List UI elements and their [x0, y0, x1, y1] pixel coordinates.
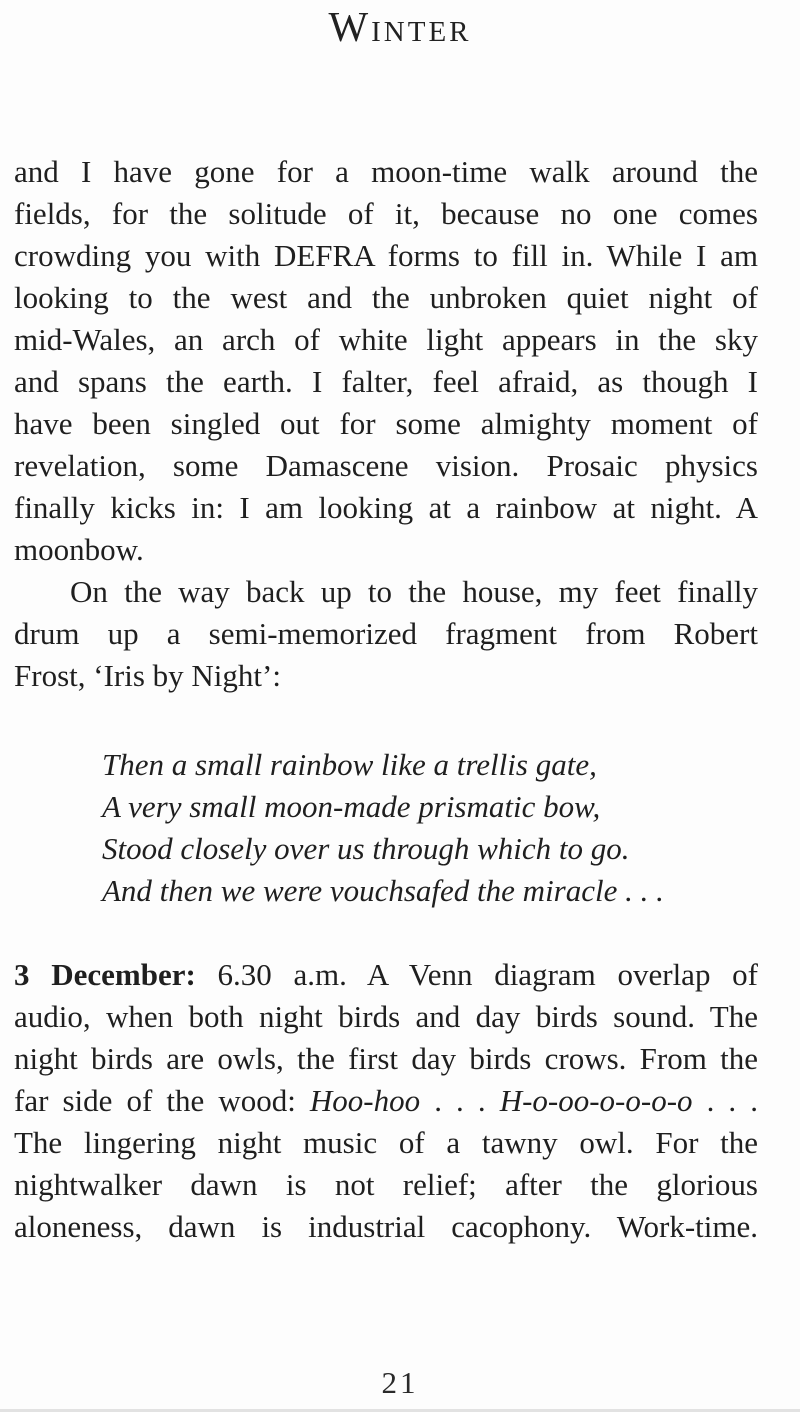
prose-paragraph: [14, 954, 758, 1248]
text-segment: moonbow.: [14, 532, 144, 567]
running-head-initial: W: [328, 5, 372, 51]
text-line: [14, 1080, 758, 1122]
text-line: [14, 613, 758, 655]
text-segment: Stood closely over us through which to go.: [102, 831, 630, 866]
text-segment: night birds are owls, the first day birds crows. From the: [14, 1041, 758, 1076]
text-line: [14, 996, 758, 1038]
text-line: [14, 319, 758, 361]
text-line: [14, 954, 758, 996]
text-line: [14, 445, 758, 487]
running-head-rest: INTER: [371, 16, 472, 48]
text-segment: looking to the west and the unbroken quiet night of: [14, 280, 758, 315]
text-line: [102, 786, 758, 828]
text-segment: . . .: [692, 1083, 759, 1118]
text-segment: Hoo-hoo: [309, 1083, 421, 1118]
text-segment: Then a small rainbow like a trellis gate,: [102, 747, 597, 782]
text-segment: aloneness, dawn is industrial cacophony. Work-time.: [14, 1209, 758, 1244]
prose-paragraph: [14, 151, 758, 571]
text-segment: audio, when both night birds and day birds sound. The: [14, 999, 758, 1034]
text-line: [14, 403, 758, 445]
running-head: [0, 0, 800, 56]
text-line: [102, 870, 758, 912]
text-segment: mid-Wales, an arch of white light appears in the sky: [14, 322, 758, 357]
text-segment: and I have gone for a moon-time walk around the: [14, 154, 758, 189]
text-line: [14, 277, 758, 319]
text-segment: finally kicks in: I am looking at a rainbow at night. A: [14, 490, 758, 525]
prose-paragraph: [14, 571, 758, 697]
page-number: 21: [381, 1365, 419, 1400]
text-segment: crowding you with DEFRA forms to fill in. While I am: [14, 238, 758, 273]
text-line: [14, 1206, 758, 1248]
text-line: [14, 655, 758, 697]
text-line: [14, 487, 758, 529]
text-line: [14, 235, 758, 277]
text-line: [14, 1038, 758, 1080]
text-line: [14, 151, 758, 193]
text-segment: Frost, ‘Iris by Night’:: [14, 658, 281, 693]
text-segment: revelation, some Damascene vision. Prosaic physics: [14, 448, 758, 483]
text-line: [102, 828, 758, 870]
text-segment: The lingering night music of a tawny owl. For the: [14, 1125, 758, 1160]
text-segment: and spans the earth. I falter, feel afraid, as though I: [14, 364, 758, 399]
text-line: [14, 1122, 758, 1164]
text-line: [102, 744, 758, 786]
text-segment: nightwalker dawn is not relief; after the glorious: [14, 1167, 758, 1202]
text-segment: A very small moon-made prismatic bow,: [102, 789, 601, 824]
text-segment: And then we were vouchsafed the miracle . . .: [102, 873, 664, 908]
text-segment: On the way back up to the house, my feet finally: [70, 574, 758, 609]
text-line: [14, 361, 758, 403]
text-segment: H-o-oo-o-o-o-o: [499, 1083, 693, 1118]
text-segment: drum up a semi-memorized fragment from Robert: [14, 616, 758, 651]
text-segment: . . .: [420, 1083, 500, 1118]
text-line: [14, 193, 758, 235]
text-line: [14, 571, 758, 613]
text-segment: far side of the wood:: [14, 1083, 310, 1118]
text-segment: 3 December:: [14, 957, 196, 992]
text-segment: fields, for the solitude of it, because no one comes: [14, 196, 758, 231]
text-block-container: [14, 151, 758, 1248]
text-line: [14, 1164, 758, 1206]
text-segment: 6.30 a.m. A Venn diagram overlap of: [195, 957, 758, 992]
text-line: [14, 529, 758, 571]
verse-block: [14, 744, 758, 912]
text-segment: have been singled out for some almighty moment of: [14, 406, 758, 441]
